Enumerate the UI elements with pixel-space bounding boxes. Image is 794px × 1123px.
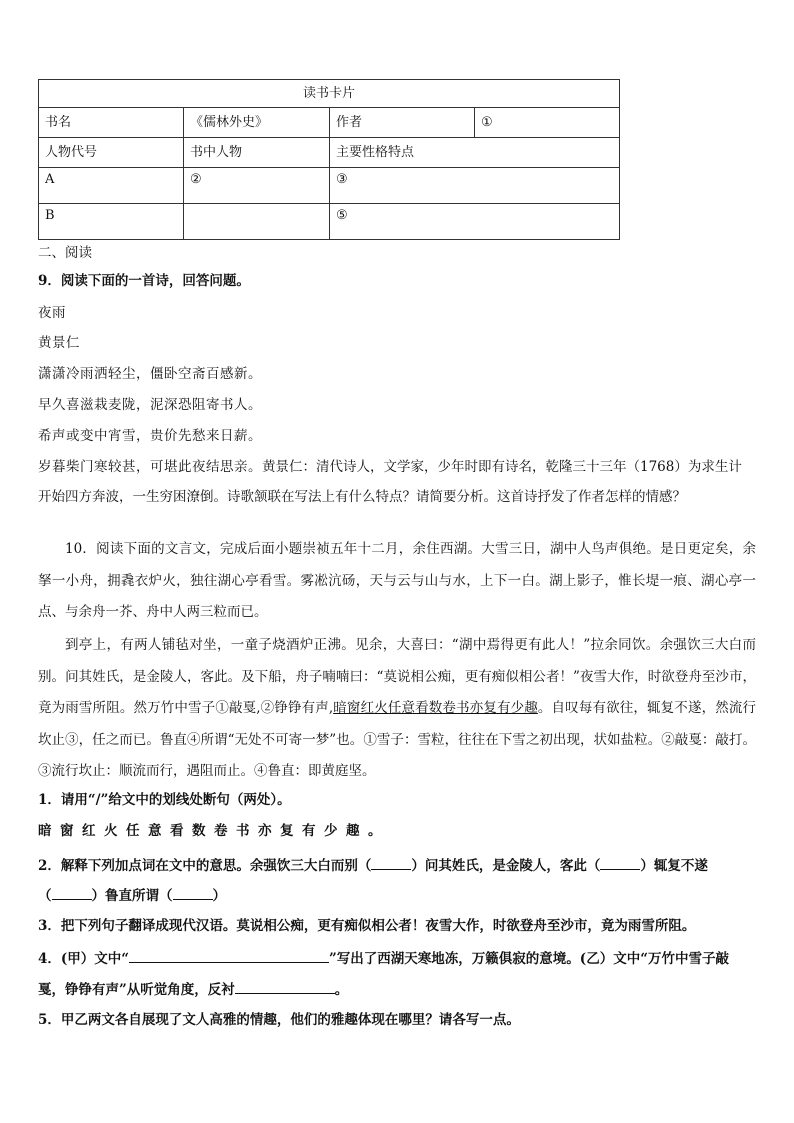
underlined-sentence: 暗窗红火任意看数卷书亦复有少趣 — [333, 700, 538, 716]
q10-sub4-part-c: 戛，铮铮有声”从听觉角度，反衬 — [38, 982, 235, 998]
q10-sub2-part-c: ）辄复不遂 — [640, 858, 708, 874]
poem-line-3: 希声或变中宵雪，贵价先愁来日薪。 — [38, 428, 262, 444]
q10-passage-1: 10．阅读下面的文言文，完成后面小题崇祯五年十二月，余住西湖。大雪三日，湖中人鸟声俱绝。是日更定矣，余拏一小舟，拥毳衣炉火，独往湖心亭看雪。雾凇沆砀，天与云与山与水，上下一白。湖上影子，惟长堤一痕、湖心亭一点、与余舟一芥、舟中人两三粒而已。 — [38, 541, 756, 620]
q10-passage-2-start: 到亭上，有两人铺毡对坐，一童子烧酒炉正沸。见余，大喜曰：“湖中焉得更有此人！”拉余同饮。余强饮三大白而别。问其姓氏，是金陵人，客此。及下船，舟子喃喃曰：“莫说相公痴，更有痴似相公者！”夜雪大作，时欲登舟至沙市，竟为雨雪所阻。然万竹中雪子①敲戛,②铮铮有声, — [38, 637, 756, 716]
q10-sub4 — [38, 948, 729, 968]
card-title: 读书卡片 — [39, 80, 620, 108]
card-row-b-code: B — [39, 204, 184, 240]
q10-sub2-part-d: （ — [38, 888, 52, 904]
poet-note-continued: 开始四方奔波，一生穷困潦倒。诗歌颔联在写法上有什么特点？请简要分析。这首诗抒发了作者怎样的情感？ — [38, 489, 686, 505]
q10-sub2-part-b: ）问其姓氏，是金陵人，客此（ — [411, 858, 601, 874]
reading-card-table — [38, 79, 620, 240]
q10-sub1-sentence: 暗窗红火任意看数卷书亦复有少趣。 — [38, 823, 390, 839]
answer-blank-5[interactable] — [129, 948, 329, 963]
answer-blank-2[interactable] — [600, 855, 640, 870]
poem-line-4: 岁暮柴门寒较甚，可堪此夜结思亲。 — [38, 459, 262, 475]
answer-blank-3[interactable] — [52, 885, 92, 900]
poem-line-1: 潇潇冷雨洒轻尘，僵卧空斋百感新。 — [38, 366, 262, 382]
card-row-a-code: A — [39, 168, 184, 204]
q10-sub3: 3．把下列句子翻译成现代汉语。莫说相公痴，更有痴似相公者！夜雪大作，时欲登舟至沙市，竟为雨雪所阻。 — [38, 918, 696, 934]
q10-sub4-continued — [38, 979, 348, 999]
card-book-value: 《儒林外史》 — [184, 108, 330, 138]
card-row-a-character: ② — [184, 168, 330, 204]
answer-blank-4[interactable] — [173, 885, 213, 900]
q10-sub2-continued — [38, 885, 226, 905]
card-row-a-traits: ③ — [330, 168, 620, 204]
card-header-code: 人物代号 — [39, 138, 184, 168]
q10-sub1: 1．请用“/”给文中的划线处断句（两处）。 — [38, 792, 291, 808]
q10-sub4-part-d: 。 — [334, 982, 349, 998]
poem-line-2: 早久喜滋栽麦陇，泥深恐阻寄书人。 — [38, 397, 262, 413]
card-header-character: 书中人物 — [184, 138, 330, 168]
q9-prompt: 9．阅读下面的一首诗，回答问题。 — [38, 273, 250, 289]
card-row-b-character — [184, 204, 330, 240]
q10-sub2-part-a: 2．解释下列加点词在文中的意思。余强饮三大白而别（ — [38, 858, 372, 874]
card-header-traits: 主要性格特点 — [330, 138, 620, 168]
section-heading: 二、阅读 — [38, 245, 92, 261]
q10-sub2 — [38, 855, 708, 875]
q10-sub2-part-f: ） — [212, 888, 226, 904]
card-row-b-traits: ⑤ — [330, 204, 620, 240]
q10-sub5: 5．甲乙两文各自展现了文人高雅的情趣，他们的雅趣体现在哪里？请各写一点。 — [38, 1012, 520, 1028]
q10-sub2-part-e: ）鲁直所谓（ — [91, 888, 173, 904]
answer-blank-6[interactable] — [235, 979, 335, 994]
q10-sub4-part-b: ”写出了西湖天寒地冻，万籁俱寂的意境。(乙）文中“万竹中雪子敲 — [329, 951, 729, 967]
answer-blank-1[interactable] — [371, 855, 411, 870]
card-author-value: ① — [475, 108, 620, 138]
q10-passage-2 — [38, 630, 756, 788]
card-book-label: 书名 — [39, 108, 184, 138]
poem-title: 夜雨 — [38, 305, 66, 321]
q10-passage-2-end: 。自叹每有欲往，辄复不遂，然流行坎止③，任之而已。鲁直④所谓“无处不可寄一梦”也。①雪子：雪粒，往往在下雪之初出现，状如盐粒。②敲戛：敲打。③流行坎止：顺流而行，遇阻而止。④鲁直：即黄庭坚。 — [38, 700, 757, 779]
poem-author: 黄景仁 — [38, 335, 80, 351]
poem-line-4-and-note — [38, 458, 756, 476]
poet-note: 黄景仁：清代诗人，文学家，少年时即有诗名，乾隆三十三年（1768）为求生计 — [262, 459, 742, 475]
card-author-label: 作者 — [330, 108, 475, 138]
q10-sub4-part-a: 4．(甲）文中“ — [38, 951, 130, 967]
